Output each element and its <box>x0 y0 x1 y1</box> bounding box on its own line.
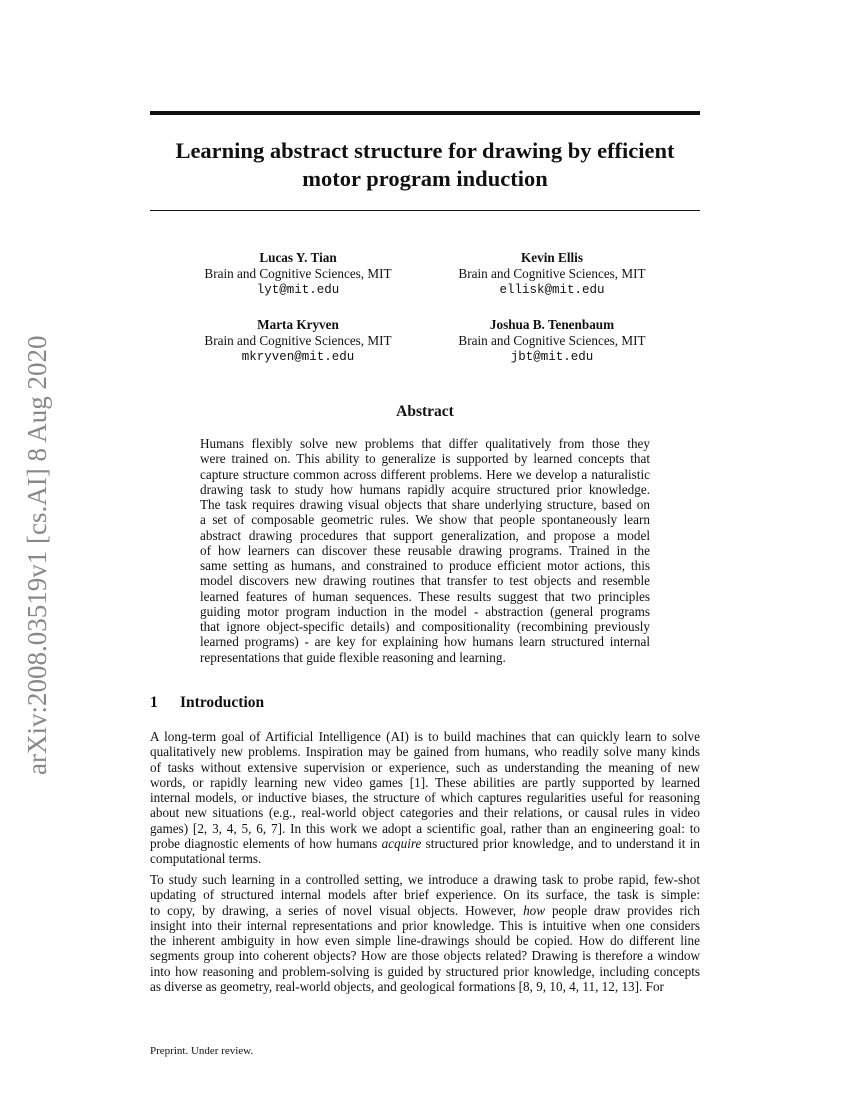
text-line: A long-term goal of Artificial Intelligence (AI) is to build machines that can quickly learn to solve <box>150 729 700 744</box>
text-segment: people draw provides rich <box>545 902 700 918</box>
text-line: same setting as humans, and constrained to produce efficient motor actions, this <box>200 558 650 573</box>
section-number: 1 <box>150 694 158 711</box>
text-segment: to copy, by drawing, a series of novel visual objects. However, <box>150 902 524 918</box>
text-line: representations that guide flexible reasoning and learning. <box>200 649 506 665</box>
text-line <box>150 903 700 918</box>
text-line: To study such learning in a controlled setting, we introduce a drawing task to probe rapid, few-shot <box>150 872 700 887</box>
text-line: capture structure common across different problems. Here we develop a naturalistic <box>200 466 650 482</box>
arxiv-stamp: arXiv:2008.03519v1 [cs.AI] 8 Aug 2020 <box>22 335 52 775</box>
emphasis: how <box>523 902 546 918</box>
emphasis: acquire <box>381 835 422 851</box>
text-segment: probe diagnostic elements of how humans <box>150 835 382 851</box>
author-name: Lucas Y. Tian <box>259 250 337 265</box>
author-email: mkryven@mit.edu <box>241 350 355 364</box>
text-line <box>150 836 700 851</box>
text-line: The task requires drawing visual objects that share underlying structure, based on <box>200 497 650 512</box>
abstract-heading: Abstract <box>396 403 454 420</box>
author-email: lyt@mit.edu <box>256 283 340 297</box>
text-line: learned programs) - are key for explaining how humans learn structured internal <box>200 634 650 650</box>
text-line: as diverse as geometry, real-world objects, and geological formations [8, 9, 10, 4, 11, 12, 13]. For <box>150 978 664 994</box>
author-name: Marta Kryven <box>257 317 339 332</box>
text-line: guiding motor program induction in the model - abstraction (general programs <box>200 603 650 619</box>
author-block <box>422 317 682 365</box>
author-block <box>168 317 428 365</box>
author-affiliation: Brain and Cognitive Sciences, MIT <box>458 266 646 281</box>
author-name: Joshua B. Tenenbaum <box>489 317 615 332</box>
intro-paragraph-2 <box>150 872 700 994</box>
text-line: qualitatively new problems. Inspiration may be gained from humans, who readily solve many kinds <box>150 744 700 760</box>
text-line: updating of structured internal models after brief experience. On its surface, the task is simple: <box>150 887 700 903</box>
text-line: into how reasoning and problem-solving is guided by structured prior knowledge, including concepts <box>150 963 700 979</box>
paper-title <box>150 137 700 193</box>
footer-note: Preprint. Under review. <box>150 1045 254 1057</box>
author-email: jbt@mit.edu <box>510 350 594 364</box>
text-line: of how learners can discover these reusable drawing programs. Trained in the <box>200 542 650 558</box>
text-line: that ignore object-specific details) and compositionality (recombining previously <box>200 619 650 634</box>
author-name: Kevin Ellis <box>521 250 583 265</box>
intro-paragraph-1 <box>150 729 700 866</box>
text-segment: structured prior knowledge, and to understand it in <box>421 835 700 851</box>
text-line: words, or rapidly learning new video games [1]. These abilities are partly supported by learned <box>150 774 700 790</box>
author-block <box>422 250 682 298</box>
text-line: learned features of human sequences. These results suggest that two principles <box>200 588 650 604</box>
text-line: Humans flexibly solve new problems that differ qualitatively from those they <box>200 436 650 451</box>
abstract-body <box>200 436 650 665</box>
text-line: internal models, or inductive biases, the structure of which captures regularities useful for reasoning <box>150 790 700 805</box>
title-line: motor program induction <box>302 166 548 191</box>
title-rule-top <box>150 111 700 115</box>
author-block <box>168 250 428 298</box>
text-line: about new situations (e.g., real-world object categories and their relations, or causal rules in video <box>150 805 700 821</box>
text-line: drawing task to study how humans rapidly acquire structured prior knowledge. <box>200 481 650 497</box>
author-email: ellisk@mit.edu <box>499 283 605 297</box>
title-line: Learning abstract structure for drawing by efficient <box>175 138 675 163</box>
title-rule-bottom <box>150 210 700 211</box>
author-affiliation: Brain and Cognitive Sciences, MIT <box>458 333 646 348</box>
text-line: model discovers new drawing routines that transfer to test objects and resemble <box>200 573 650 589</box>
section-heading <box>150 694 264 712</box>
text-line: the inherent ambiguity in how even simple line-drawings should be copied. How do different line <box>150 933 700 948</box>
author-affiliation: Brain and Cognitive Sciences, MIT <box>204 266 392 281</box>
text-line: computational terms. <box>150 851 262 866</box>
author-affiliation: Brain and Cognitive Sciences, MIT <box>204 333 392 348</box>
section-title: Introduction <box>180 694 265 711</box>
text-line: games) [2, 3, 4, 5, 6, 7]. In this work we adopt a scientific goal, rather than an engineering goal: to <box>150 820 700 836</box>
text-line: were trained on. This ability to generalize is supported by learned concepts that <box>200 451 650 467</box>
text-line: insight into their internal representations and prior knowledge. This is intuitive when one considers <box>150 917 700 933</box>
text-line: a set of composable geometric rules. We show that people spontaneously learn <box>200 512 650 528</box>
text-line: abstract drawing procedures that support generalization, and propose a model <box>200 527 650 543</box>
text-line: of tasks without extensive supervision or experience, such as understanding the meaning of new <box>150 759 700 775</box>
text-line: segments group into coherent objects? How are those objects related? Drawing is therefore a window <box>150 948 700 964</box>
